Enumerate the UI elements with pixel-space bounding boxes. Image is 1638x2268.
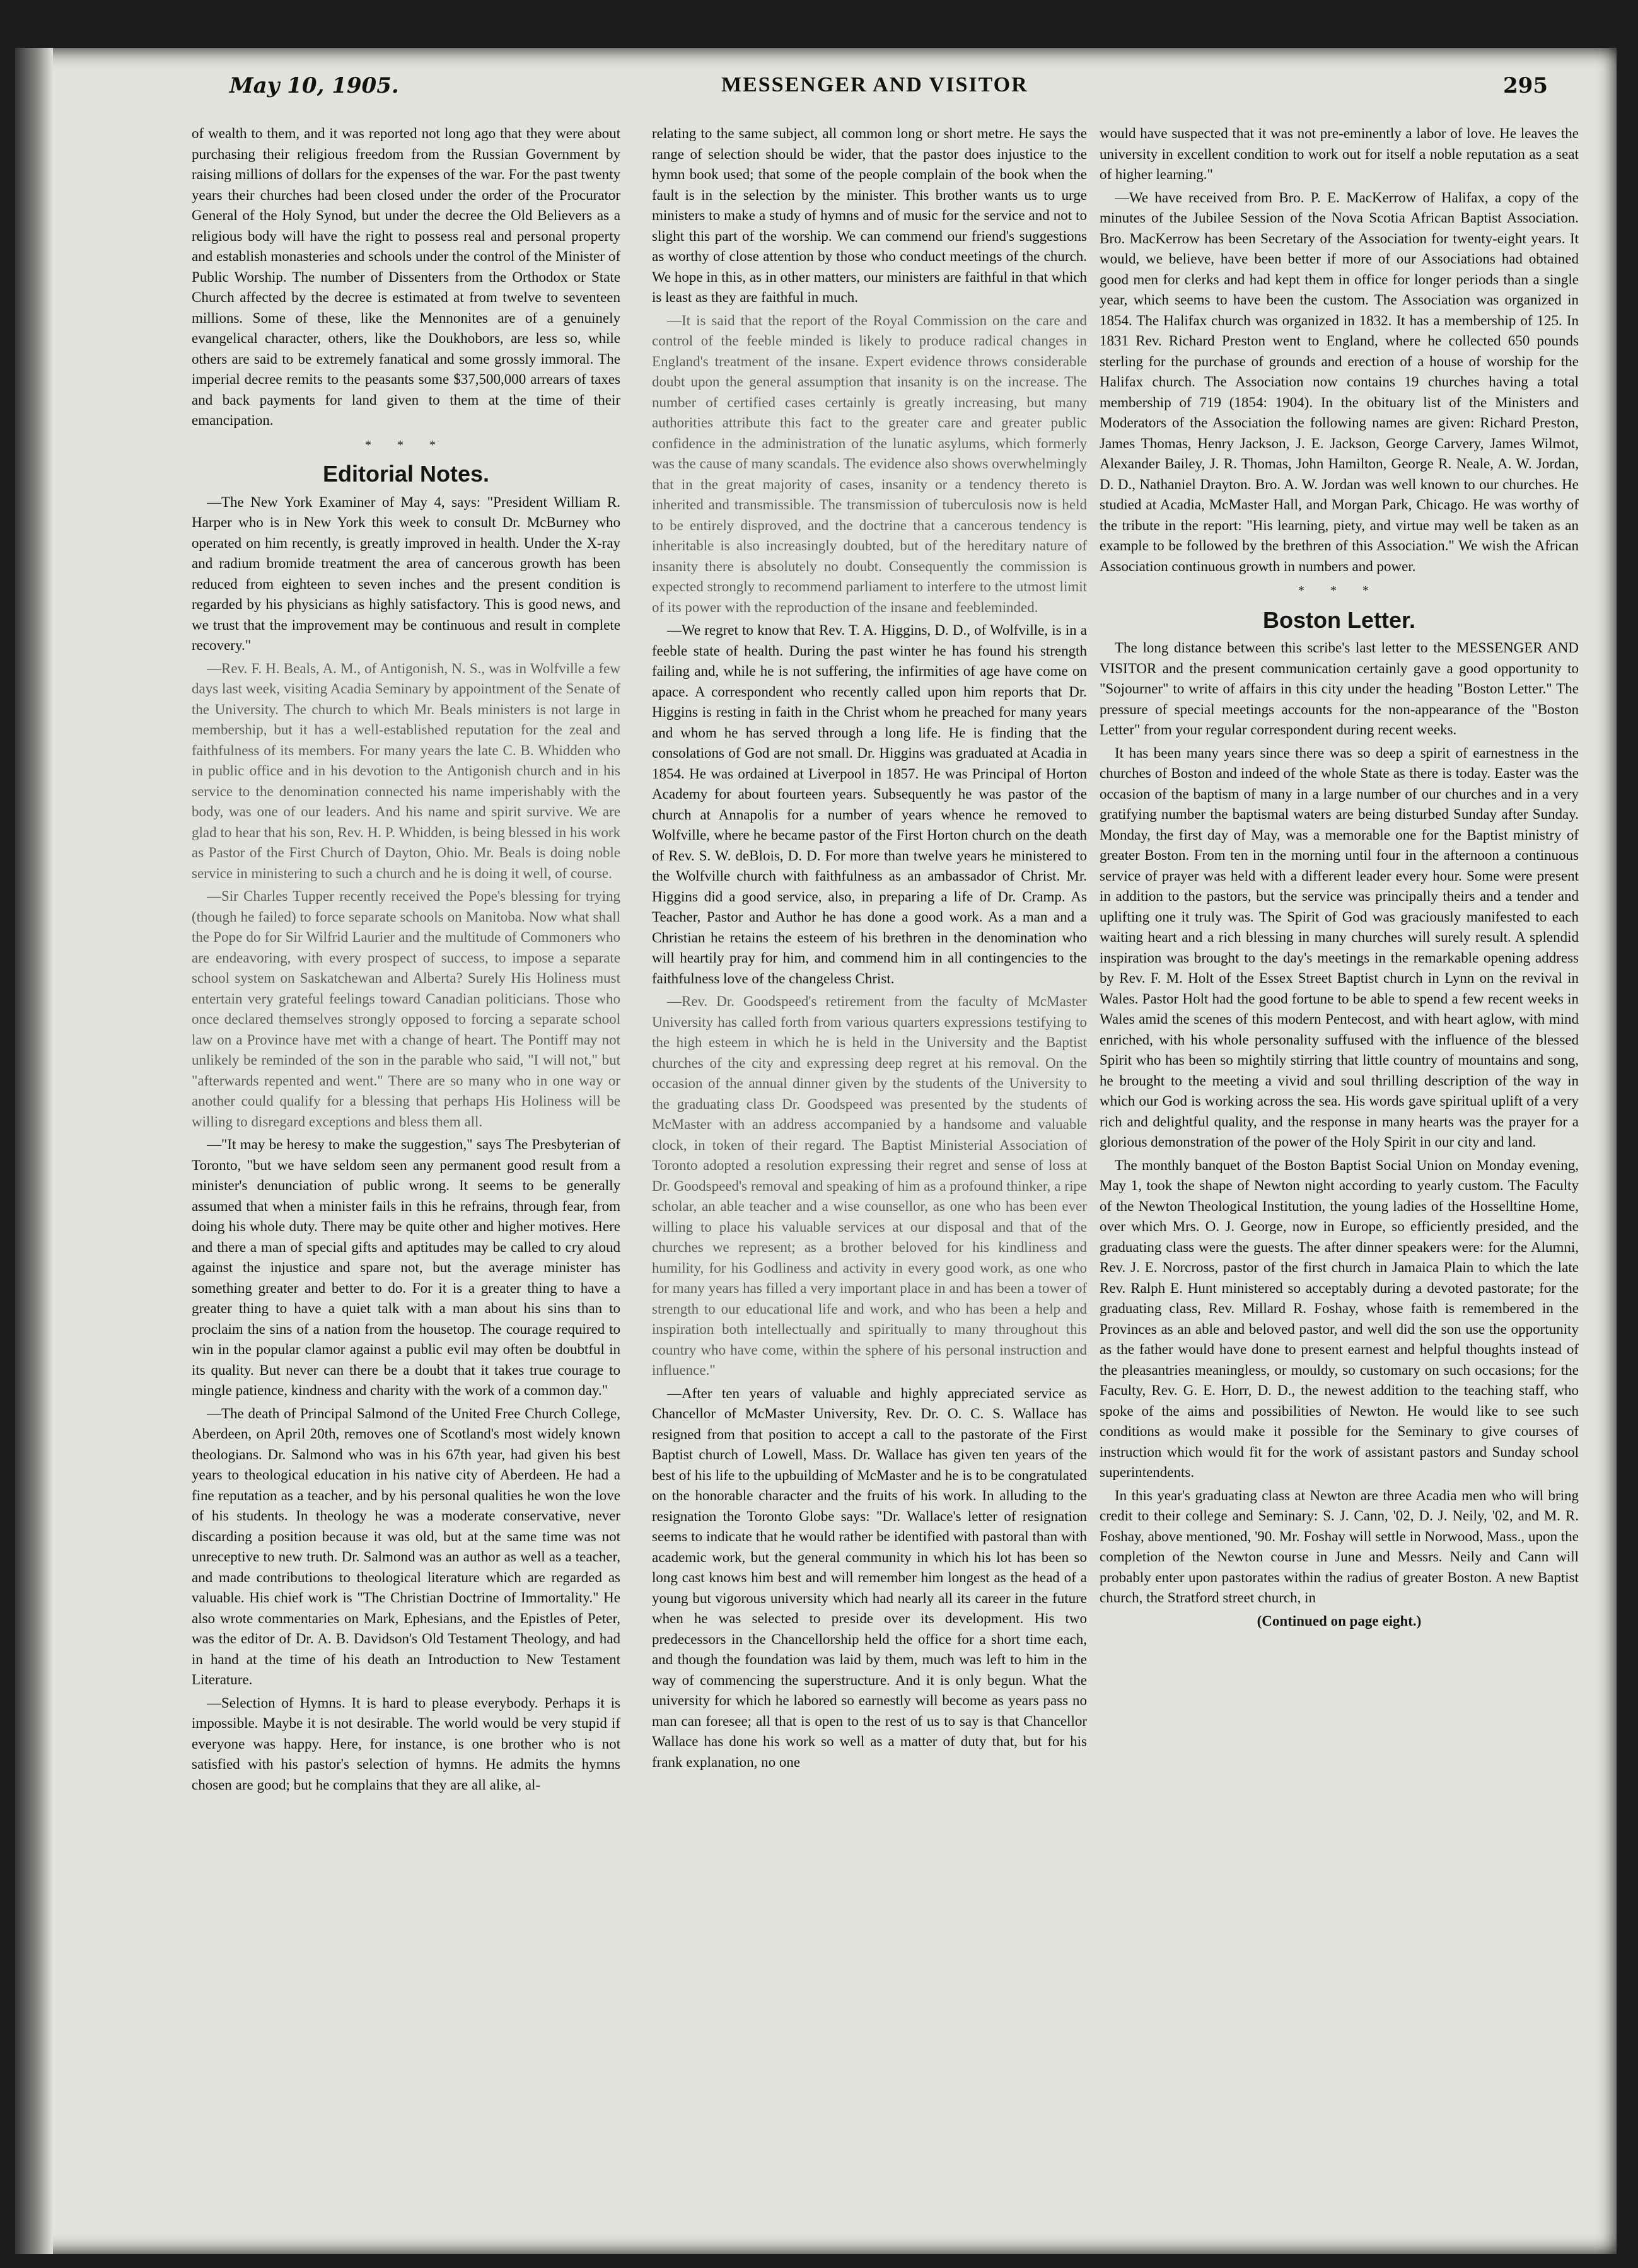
paragraph: The monthly banquet of the Boston Baptist Social Union on Monday evening, May 1, took the shape of Newton night according to yearly custom. The Faculty of the Newton Theological Institution, the young ladies of the Hosselltine Home, over which Mrs. O. J. George, now in Europe, so efficiently presided, and the graduating class were the guests. The after dinner speakers were: for the Alumni, Rev. J. E. Norcross, pastor of the first church in Jamaica Plain to which the late Rev. Ralph E. Hunt ministered so acceptably during a devoted pastorate; for the graduating class, Rev. Millard R. Foshay, whose faith is remembered in the Provinces as an able and beloved pastor, and well did the son use the opportunity as the father would have done to present earnest and helpful thoughts instead of the pleasantries meaningless, or mouldy, so customary on such occasions; for the Faculty, Rev. G. E. Horr, D. D., the newest addition to the teaching staff, who spoke of the aims and possibilities of Newton. He would like to see such conditions as would make it possible for the Seminary to give courses of instruction which would fit for the work of assistant pastors and Sunday school superintendents. <box>1100 1157 1579 1480</box>
page-number: 295 <box>1503 73 1548 98</box>
paragraph: —The death of Principal Salmond of the United Free Church College, Aberdeen, on April 20th, removes one of Scotland's most widely known theologians. Dr. Salmond who was in his 67th year, had given his best years to theological education in his native city of Aberdeen. He had a fine reputation as a teacher, and by his personal qualities he won the love of his students. In theology he was a moderate conservative, never discarding a position because it was old, but at the same time was not unreceptive to new truth. Dr. Salmond was an author as well as a teacher, and made contributions to theological literature which are regarded as valuable. His chief work is "The Christian Doctrine of Immortality." He also wrote commentaries on Mark, Ephesians, and the Epistles of Peter, was the editor of Dr. A. B. Davidson's Old Testament Theology, and had in hand at the time of his death an Introduction to New Testament Literature. <box>192 1405 620 1687</box>
paragraph: The long distance between this scribe's last letter to the MESSENGER AND VISITOR and the present communication certainly gave a good opportunity to "Sojourner" to write of affairs in this city under the heading "Boston Letter." The pressure of special meetings accounts for the non-appearance of the "Boston Letter" from your regular correspondent during recent weeks. <box>1100 640 1579 738</box>
column-2 <box>652 124 1087 1775</box>
paragraph: —It is said that the report of the Royal Commission on the care and control of the feeble minded is likely to produce radical changes in England's treatment of the insane. Expert evidence throws considerable doubt upon the general assumption that insanity is on the increase. The number of certified cases certainly is greatly increasing, but many authorities attribute this fact to the greater care and greater public confidence in the administration of the lunatic asylums, which formerly was the cause of many scandals. The evidence also shows overwhelmingly that in the great majority of cases, insanity or a tendency thereto is inherited and transmissible. The transmission of tuberculosis now is held to be entirely disproved, and the doctrine that a cancerous tendency is inheritable is also increasingly doubted, but of the hereditary nature of insanity there is absolutely no doubt. Consequently the commission is expected strongly to recommend parliament to interfere to the utmost limit of its power with the reproduction of the insane and feebleminded. <box>652 312 1087 615</box>
column-3 <box>1100 124 1579 1631</box>
section-divider: * * * <box>365 437 447 452</box>
continued-notice: (Continued on page eight.) <box>1257 1612 1422 1629</box>
newspaper-scan <box>15 48 1617 2254</box>
section-heading-editorial-notes: Editorial Notes. <box>322 461 490 487</box>
paragraph: —After ten years of valuable and highly appreciated service as Chancellor of McMaster University, Rev. Dr. O. C. S. Wallace has resigned from that position to accept a call to the pastorate of the First Baptist church of Lowell, Mass. Dr. Wallace has given ten years of the best of his life to the upbuilding of McMaster and he is to be congratulated on the honorable character and the fruits of his work. In alluding to the resignation the Toronto Globe says: "Dr. Wallace's letter of resignation seems to indicate that he would rather be identified with pastoral than with academic work, but the general community in which his lot has been so long cast knows him best and will remember him longest as the head of a young but vigorous university which had nearly all its career in the future when he was selected to preside over its development. His two predecessors in the Chancellorship held the office for a short time each, and though the foundation was laid by them, much was left to him in the way of commencing the superstructure. And it is only begun. What the university for which he labored so earnestly will become as years pass no man can foresee; all that is open to the rest of us to say is that Chancellor Wallace has done his work so well as a matter of duty that, but for his frank explanation, no one <box>652 1385 1087 1770</box>
paragraph: of wealth to them, and it was reported not long ago that they were about purchasing their religious freedom from the Russian Government by raising millions of dollars for the expenses of the war. For the past twenty years their churches had been closed under the order of the Procurator General of the Holy Synod, but under the decree the Old Believers as a religious body will have the right to possess real and personal property and establish monasteries and schools under the control of the Minister of Public Worship. The number of Dissenters from the Orthodox or State Church affected by the decree is estimated at from twelve to seventeen millions. Some of these, like the Mennonites are of a genuinely evangelical character, others, like the Doukhobors, are less so, while others are said to be extremely fanatical and some grossly immoral. The imperial decree remits to the peasants some $37,500,000 arrears of taxes and back payments for land given to them at the time of their emancipation. <box>192 125 620 428</box>
issue-date: May 10, 1905. <box>229 73 399 98</box>
paragraph: relating to the same subject, all common long or short metre. He says the range of selection should be wider, that the pastor does injustice to the hymn book used; that some of the people complain of the book when the fault is in the selection by the minister. This brother wants us to urge ministers to make a study of hymns and of music for the service and not to slight this part of the worship. We can commend our friend's suggestions as worthy of close attention by those who conduct meetings of the church. We hope in this, as in other matters, our ministers are faithful in that which is least as they are faithful in much. <box>652 125 1087 305</box>
paragraph: —"It may be heresy to make the suggestion," says The Presbyterian of Toronto, "but we have seldom seen any permanent good result from a minister's denunciation of public wrong. It seems to be generally assumed that when a minister fails in this he refrains, through fear, from doing his whole duty. There may be quite other and higher motives. Here and there a man of special gifts and aptitudes may be called to cry aloud against the injustice and spare not, but the average minister has something greater and better to do. For it is a greater thing to have a greater thing to have a quiet talk with a man about his sins than to proclaim the sins of a nation from the housetop. The courage required to win in the popular clamor against a public evil may often be doubtful in its quality. But never can there be a doubt that it takes true courage to mingle patience, kindness and charity with the work of a common day." <box>192 1137 620 1398</box>
paragraph: —Rev. F. H. Beals, A. M., of Antigonish, N. S., was in Wolfville a few days last week, visiting Acadia Seminary by appointment of the Senate of the University. The church to which Mr. Beals ministers is not large in membership, but it has a well-established reputation for the zeal and faithfulness of its members. For many years the late C. B. Whidden who in public office and in his devotion to the Antigonish church and in his service to the denomination connected his name imperishably with the body, was one of our leaders. And his name and spirit survive. We are glad to hear that his son, Rev. H. P. Whidden, is being blessed in his work as Pastor of the First Church of Dayton, Ohio. Mr. Beals is doing noble service in ministering to such a church and he is doing it well, of course. <box>192 660 620 881</box>
paragraph: —Selection of Hymns. It is hard to please everybody. Perhaps it is impossible. Maybe it is not desirable. The world would be very stupid if everyone was happy. Here, for instance, is one brother who is not satisfied with his pastor's selection of hymns. He admits the hymns chosen are good; but he complains that they are all alike, al- <box>192 1694 620 1793</box>
paragraph: —We regret to know that Rev. T. A. Higgins, D. D., of Wolfville, is in a feeble state of health. During the past winter he has found his strength failing and, while he is not suffering, the infirmities of age have come on apace. A correspondent who recently called upon him reports that Dr. Higgins is resting in faith in the Christ whom he preached for many years and whom he has served through a long life. He is finding that the consolations of God are not small. Dr. Higgins was graduated at Acadia in 1854. He was ordained at Liverpool in 1857. He was Principal of Horton Academy for about fourteen years. Subsequently he was pastor of the church at Annapolis for a number of years whence he removed to Wolfville, where he became pastor of the First Horton church on the death of Rev. S. W. deBlois, D. D. For more than twelve years he ministered to the Wolfville church with faithfulness as an ambassador of Christ. Mr. Higgins did a good service, also, in preparing a life of Dr. Cramp. As Teacher, Pastor and Author he has done a good work. As a man and a Christian he retains the esteem of his brethren in the denomination who will heartily pray for him, and commend him in all contingencies to the faithfulness love of the changeless Christ. <box>652 622 1087 986</box>
section-heading-boston-letter: Boston Letter. <box>1262 606 1415 633</box>
page-binding-edge <box>15 48 53 2254</box>
column-1 <box>192 124 620 1798</box>
paragraph: —Sir Charles Tupper recently received the Pope's blessing for trying (though he failed) to force separate schools on Manitoba. Now what shall the Pope do for Sir Wilfrid Laurier and the multitude of Commoners who are endeavoring, with every prospect of success, to impose a separate school system on Saskatchewan and Alberta? Surely His Holiness must entertain very grateful feelings toward Canadian politicians. Those who once declared themselves strongly opposed to forcing a separate school law on a Province have met with a change of heart. The Pontiff may not unlikely be reminded of the son in the parable who said, "I will not," but "afterwards repented and went." There are so many who in one way or another could qualify for a blessing that perhaps His Holiness will be willing to disregard exceptions and bless them all. <box>192 888 620 1130</box>
masthead-title: MESSENGER AND VISITOR <box>721 73 1028 96</box>
section-divider: * * * <box>1298 584 1380 598</box>
paragraph: —Rev. Dr. Goodspeed's retirement from the faculty of McMaster University has called forth from various quarters expressions testifying to the high esteem in which he is held in the University and the Baptist churches of the city and expressing deep regret at his removal. On the occasion of the annual dinner given by the students of the University to the graduating class Dr. Goodspeed was presented by the students of McMaster with an address accompanied by a handsome and valuable clock, in token of their regard. The Baptist Ministerial Association of Toronto adopted a resolution expressing their regret and sense of loss at Dr. Goodspeed's removal and speaking of him as a profound thinker, a ripe scholar, an able teacher and a wise counsellor, as one who has been ever willing to place his valuable services at our disposal and that of the churches we represent; as a brother beloved for his kindliness and humility, for his Godliness and activity in every good work, as one who for many years has filled a very important place in and has been a tower of strength to our educational life and work, and who has been a help and inspiration both intellectually and spiritually to many throughout this country who have come, within the sphere of his personal instruction and influence." <box>652 993 1087 1378</box>
paragraph: In this year's graduating class at Newton are three Acadia men who will bring credit to their college and Seminary: S. J. Cann, '02, D. J. Neily, '02, and M. R. Foshay, above mentioned, '90. Mr. Foshay will settle in Norwood, Mass., upon the completion of the Newton course in June and Messrs. Neily and Cann will probably enter upon pastorates within the radius of greater Boston. A new Baptist church, the Stratford street church, in <box>1100 1487 1579 1606</box>
paragraph: —The New York Examiner of May 4, says: "President William R. Harper who is in New York this week to consult Dr. McBurney who operated on him recently, is greatly improved in health. Under the X-ray and radium bromide treatment the area of cancerous growth has been reduced from eighteen to seven inches and the present condition is regarded by his physicians as highly satisfactory. This is good news, and we trust that the improvement may be continuous and result in complete recovery." <box>192 494 620 653</box>
paragraph: —We have received from Bro. P. E. MacKerrow of Halifax, a copy of the minutes of the Jubilee Session of the Nova Scotia African Baptist Association. Bro. MacKerrow has been Secretary of the Association for twenty-eight years. It would, we believe, have been better if more of our Associations had obtained good men for clerks and had kept them in office for longer periods than a single year, which seems to have been the custom. The Association was organized in 1854. The Halifax church was organized in 1832. It has a membership of 125. In 1831 Rev. Richard Preston went to England, where he collected 650 pounds sterling for the purchase of grounds and erection of a house of worship for the Halifax church. The Association now contains 19 churches having a total membership of 719 (1854: 1904). In the obituary list of the Ministers and Moderators of the Association the following names are given: Richard Preston, James Thomas, Henry Jackson, J. E. Jackson, George Carvery, James Wilmot, Alexander Bailey, J. R. Thomas, John Hamilton, George R. Neale, A. W. Jordan, D. D., Nathaniel Drayton. Bro. A. W. Jordan was well known to our churches. He studied at Acadia, McMaster Hall, and Morgan Park, Chicago. He was worthy of the tribute in the report: "His learning, piety, and virtue may well be taken as an example to be followed by the brethren of this Association." We wish the African Association continuous growth in numbers and power. <box>1100 189 1579 574</box>
paragraph: would have suspected that it was not pre-eminently a labor of love. He leaves the university in excellent condition to work out for itself a noble reputation as a seat of higher learning." <box>1100 125 1579 182</box>
paragraph: It has been many years since there was so deep a spirit of earnestness in the churches of Boston and indeed of the whole State as there is today. Easter was the occasion of the baptism of many in a large number of our churches and in a very gratifying number the baptismal waters are being disturbed Sunday after Sunday. Monday, the first day of May, was a memorable one for the Baptist ministry of greater Boston. From ten in the morning until four in the afternoon a continuous service of prayer was held with a different leader every hour. Some were present in addition to the pastors, but the service was principally theirs and a tender and uplifting one it truly was. The Spirit of God was graciously manifested to each waiting heart and a rich blessing in many churches will surely result. A splendid inspiration was brought to the day's meetings in the remarkable opening address by Rev. F. M. Holt of the Essex Street Baptist church in Lynn on the revival in Wales. Pastor Holt had the good fortune to be able to spend a few recent weeks in Wales amid the scenes of this modern Pentecost, and with heart aglow, with mind enriched, with his whole personality suffused with the influence of the blessed Spirit who has been so mightily stirring that little country of mountains and song, he brought to the meeting a vivid and soul thrilling description of the way in which our God is working across the sea. His words gave spiritual uplift of a very rich and delightful quality, and the response in many hearts was the prayer for a glorious demonstration of the power of the Holy Spirit in our city and land. <box>1100 744 1579 1150</box>
page-header <box>204 73 1566 117</box>
